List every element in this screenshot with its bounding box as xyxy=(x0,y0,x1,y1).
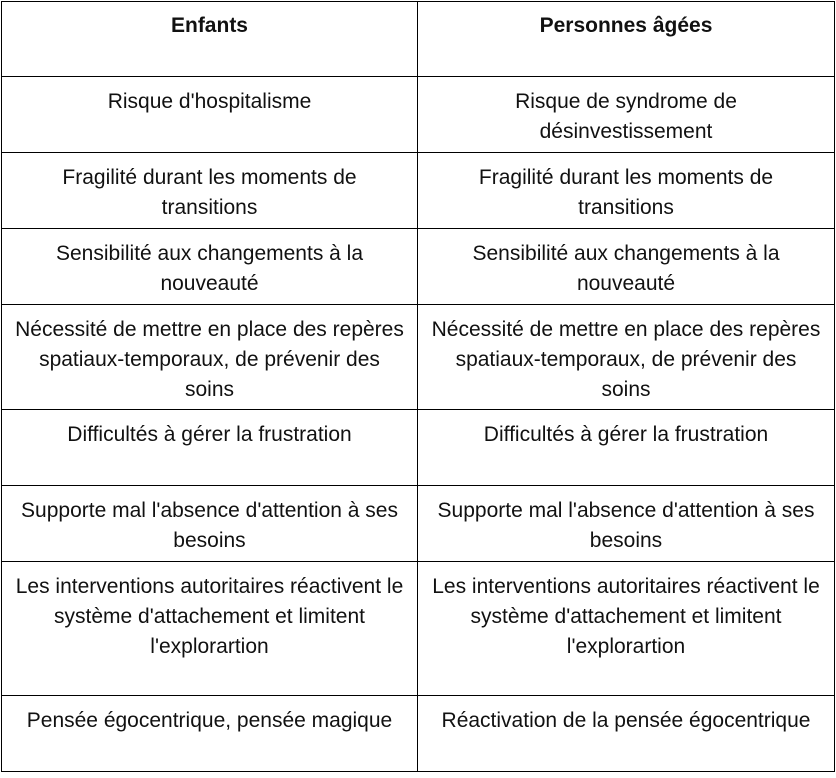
cell-enfants: Les interventions autoritaires réactivent le système d'attachement et limitent l'explorartion xyxy=(2,562,418,696)
cell-enfants: Nécessité de mettre en place des repères spatiaux-temporaux, de prévenir des soins xyxy=(2,305,418,410)
cell-personnes-agees: Difficultés à gérer la frustration xyxy=(418,410,835,486)
header-enfants: Enfants xyxy=(2,2,418,77)
comparison-table xyxy=(1,1,835,772)
table-row xyxy=(2,486,835,562)
table-row xyxy=(2,77,835,153)
cell-enfants: Risque d'hospitalisme xyxy=(2,77,418,153)
cell-personnes-agees: Supporte mal l'absence d'attention à ses besoins xyxy=(418,486,835,562)
table-row xyxy=(2,562,835,696)
table-row xyxy=(2,153,835,229)
cell-enfants: Fragilité durant les moments de transitions xyxy=(2,153,418,229)
header-row xyxy=(2,2,835,77)
table-row xyxy=(2,305,835,410)
cell-enfants: Sensibilité aux changements à la nouveauté xyxy=(2,229,418,305)
table-row xyxy=(2,410,835,486)
cell-enfants: Pensée égocentrique, pensée magique xyxy=(2,696,418,772)
cell-personnes-agees: Sensibilité aux changements à la nouveauté xyxy=(418,229,835,305)
header-personnes-agees: Personnes âgées xyxy=(418,2,835,77)
cell-personnes-agees: Réactivation de la pensée égocentrique xyxy=(418,696,835,772)
cell-enfants: Supporte mal l'absence d'attention à ses besoins xyxy=(2,486,418,562)
cell-personnes-agees: Risque de syndrome de désinvestissement xyxy=(418,77,835,153)
cell-personnes-agees: Les interventions autoritaires réactivent le système d'attachement et limitent l'explorartion xyxy=(418,562,835,696)
cell-personnes-agees: Fragilité durant les moments de transitions xyxy=(418,153,835,229)
table-row xyxy=(2,229,835,305)
cell-enfants: Difficultés à gérer la frustration xyxy=(2,410,418,486)
table-row xyxy=(2,696,835,772)
cell-personnes-agees: Nécessité de mettre en place des repères spatiaux-temporaux, de prévenir des soins xyxy=(418,305,835,410)
